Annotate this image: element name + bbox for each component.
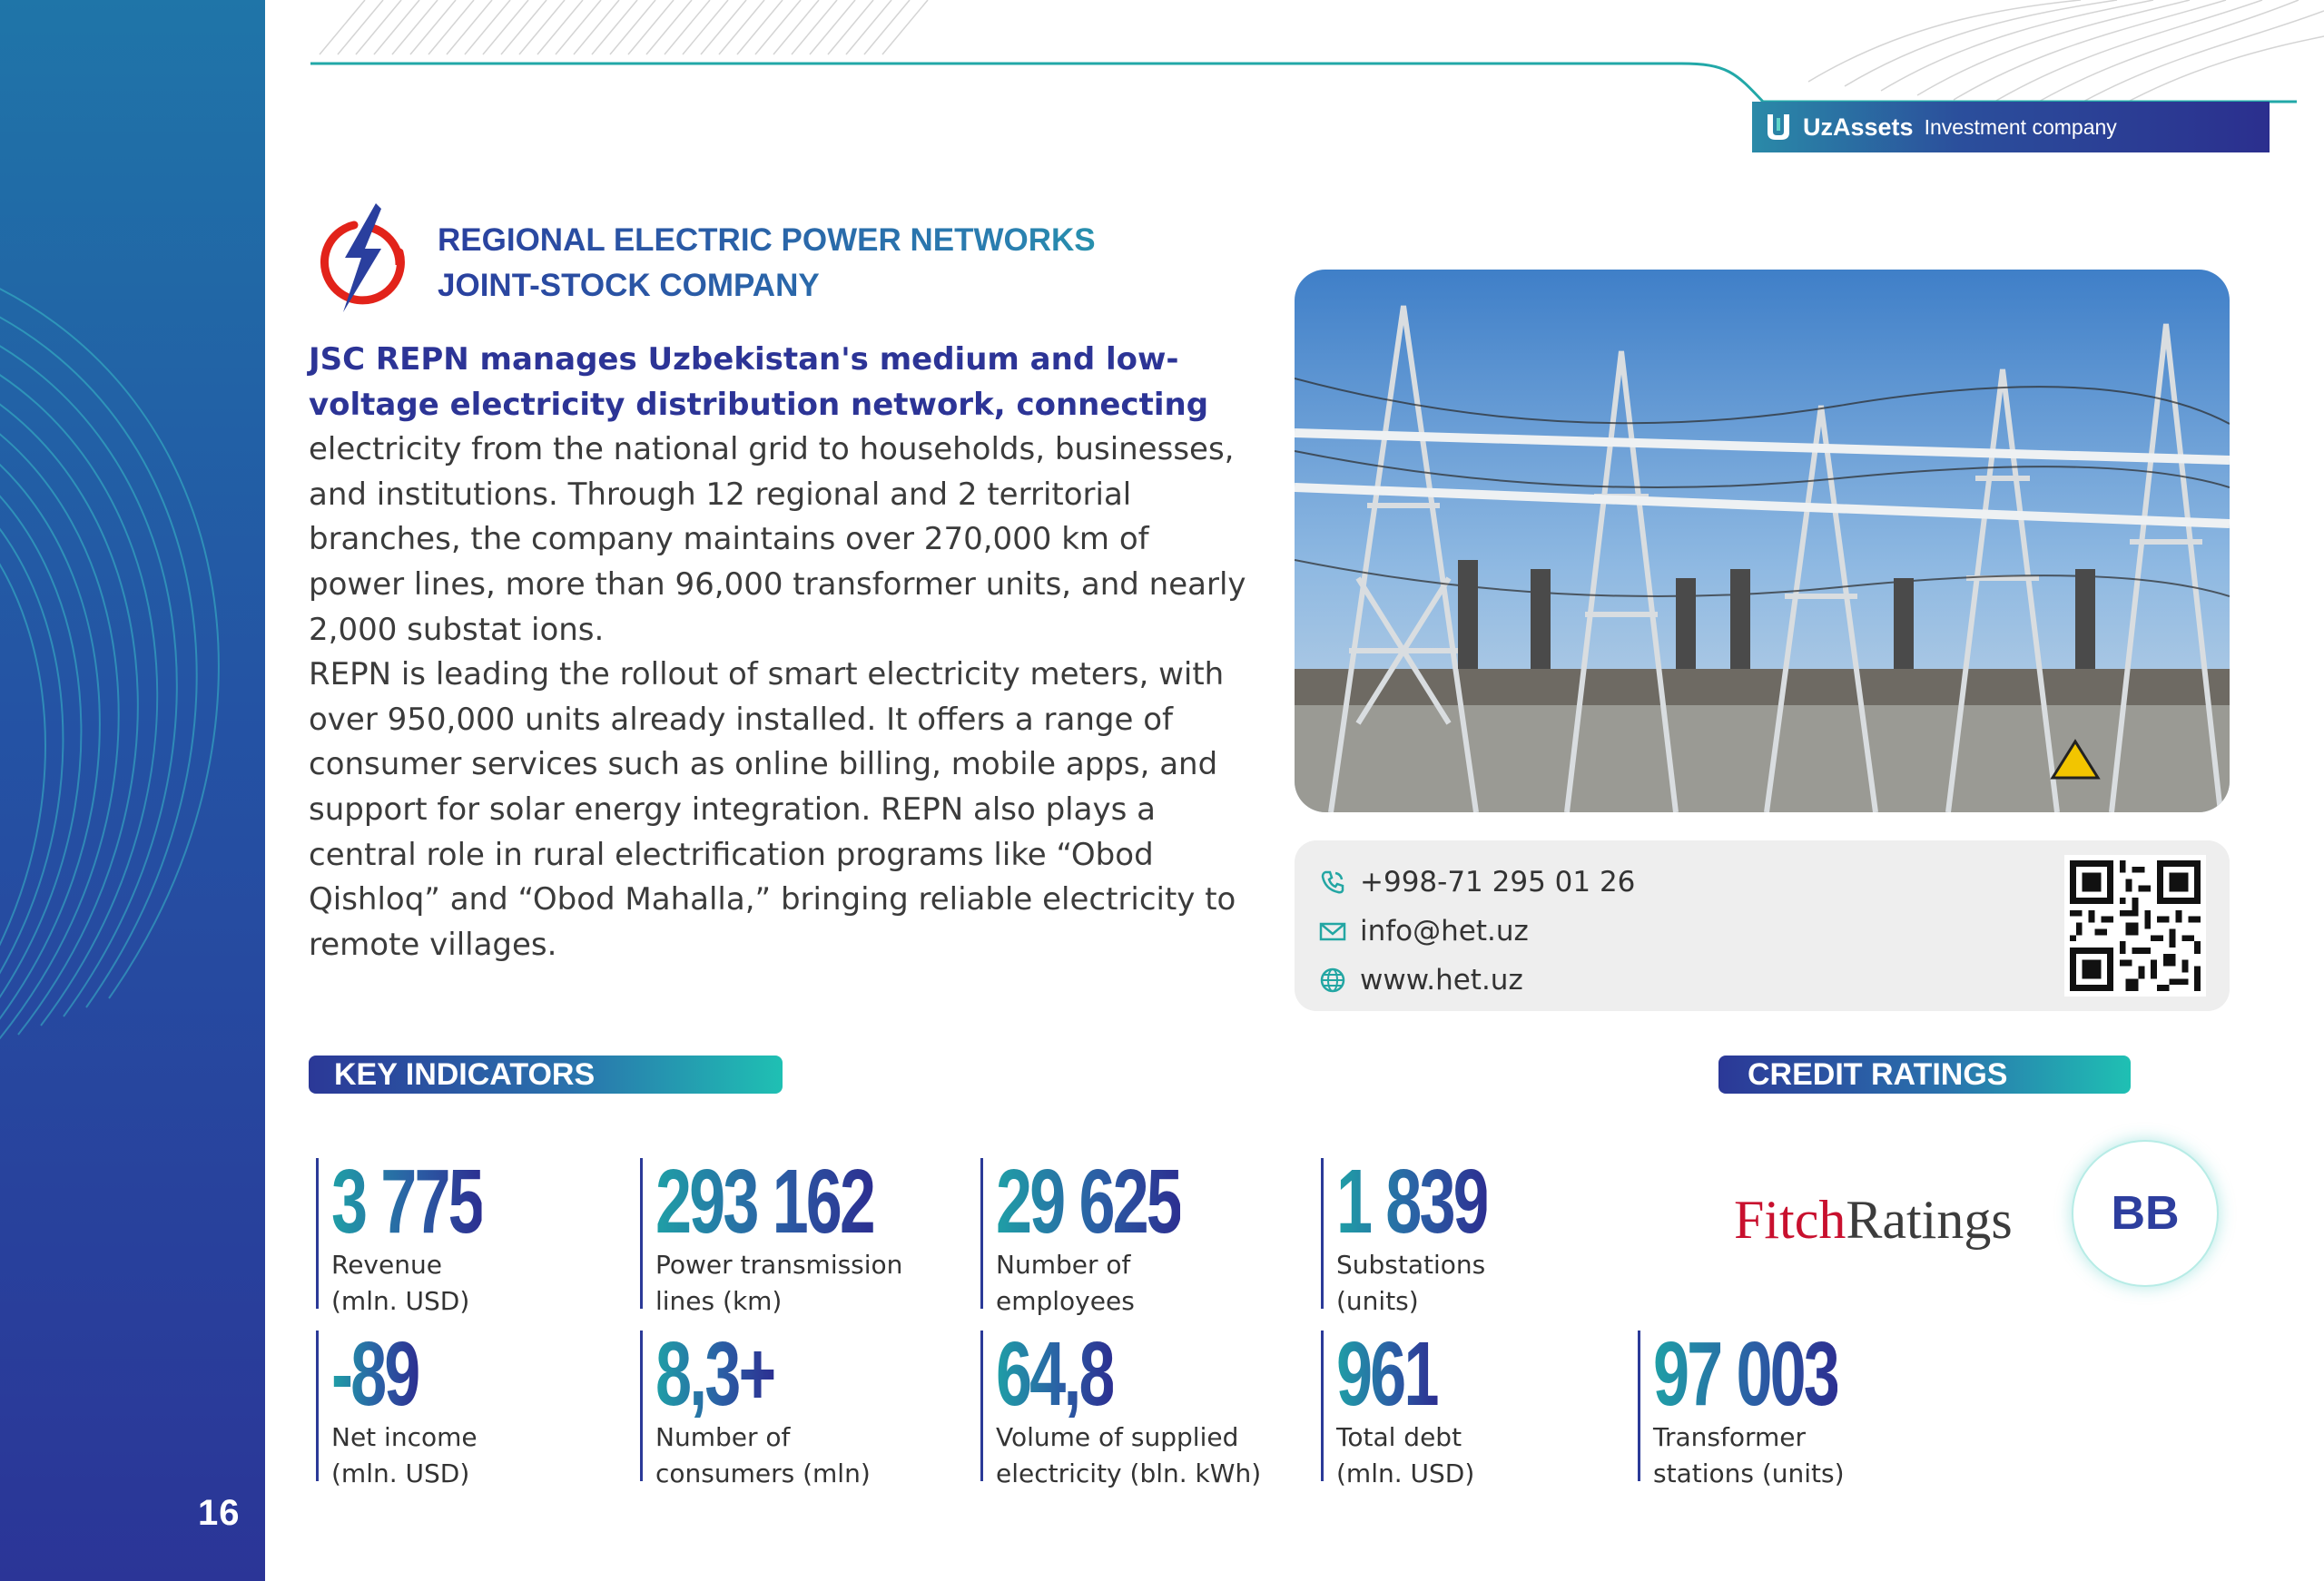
indicator-label-line1: Revenue <box>331 1250 442 1280</box>
indicator-consumers <box>640 1323 871 1488</box>
indicator-label-line1: Transformer <box>1653 1422 1807 1452</box>
indicator-value: -89 <box>331 1323 419 1425</box>
key-indicators-header: KEY INDICATORS <box>309 1056 783 1094</box>
company-title-line1: REGIONAL ELECTRIC POWER NETWORKS <box>438 222 1096 258</box>
indicator-total-debt <box>1321 1323 1477 1488</box>
indicator-label-line1: Total debt <box>1336 1422 1462 1452</box>
credit-rating-badge: BB <box>2072 1140 2219 1287</box>
indicator-value: 961 <box>1336 1323 1438 1425</box>
page-number: 16 <box>198 1493 241 1533</box>
indicator-value: 1 839 <box>1336 1151 1487 1252</box>
indicator-label-line1: Substations <box>1336 1250 1486 1280</box>
indicator-value: 293 162 <box>655 1151 874 1252</box>
contacts-card <box>1295 840 2230 1011</box>
substation-illustration <box>1295 270 2230 812</box>
indicator-label-line2: (mln. USD) <box>331 1286 470 1316</box>
company-title-line2: JOINT-STOCK COMPANY <box>438 268 820 303</box>
substation-photo <box>1295 270 2230 812</box>
sidebar-wave-pattern <box>0 0 265 1581</box>
indicator-employees <box>980 1151 1252 1316</box>
indicator-label-line2: (units) <box>1336 1286 1419 1316</box>
indicator-value: 97 003 <box>1653 1323 1837 1425</box>
indicator-label-line2: stations (units) <box>1653 1458 1845 1488</box>
indicator-value: 29 625 <box>996 1151 1180 1252</box>
indicator-value: 64,8 <box>996 1323 1113 1425</box>
brand-bar <box>1752 102 2270 152</box>
fitch-ratings-logo <box>1734 1189 2013 1252</box>
qr-code[interactable] <box>2064 855 2206 997</box>
contact-phone-row[interactable] <box>1318 862 1635 902</box>
uzassets-logo-icon <box>1765 113 1792 142</box>
indicator-label-line2: lines (km) <box>655 1286 783 1316</box>
description-paragraph-1-text: electricity from the national grid to households, businesses, and institutions. Through 12 regional and 2 territorial branches, the company maintains over 270,000 km of power lines, more than 96,000 transformer units, and nearly 2,000 substat ions. <box>309 431 1246 648</box>
fitch-logo-part2: Ratings <box>1846 1190 2013 1250</box>
indicator-supplied-electricity <box>980 1323 1262 1488</box>
fitch-logo-part1: Fitch <box>1734 1190 1846 1250</box>
description-paragraph-2: REPN is leading the rollout of smart electricity meters, with over 950,000 units already installed. It offers a range of consumer services such as online billing, mobile apps, and support for solar energy integration. REPN also plays a central role in rural electrification programs like “Obod Qishloq” and “Obod Mahalla,” bringing reliable electricity to remote villages. <box>309 656 1236 963</box>
contact-email: info@het.uz <box>1360 915 1529 948</box>
indicator-label-line2: consumers (mln) <box>655 1458 871 1488</box>
indicator-net-income <box>316 1323 478 1488</box>
contact-email-row[interactable] <box>1318 911 1529 951</box>
indicator-label-line2: (mln. USD) <box>331 1458 470 1488</box>
contact-website-row[interactable] <box>1318 960 1523 1000</box>
company-description <box>309 338 1253 967</box>
indicator-label-line1: Number of <box>996 1250 1131 1280</box>
indicator-substations <box>1321 1151 1545 1316</box>
contact-phone: +998-71 295 01 26 <box>1360 866 1636 899</box>
description-paragraph-1 <box>309 338 1253 653</box>
indicator-transmission-lines <box>640 1151 958 1316</box>
company-title <box>438 218 1255 309</box>
indicator-value: 8,3+ <box>655 1323 774 1425</box>
description-lead: JSC REPN manages Uzbekistan's medium and low-voltage electricity distribution network, connecting <box>309 341 1209 423</box>
brand-name: UzAssets <box>1803 113 1914 141</box>
qr-code-graphic <box>2070 860 2201 991</box>
envelope-icon <box>1318 917 1347 946</box>
left-sidebar <box>0 0 265 1581</box>
credit-ratings-header: CREDIT RATINGS <box>1718 1056 2131 1094</box>
indicator-label-line1: Number of <box>655 1422 791 1452</box>
indicator-label-line1: Volume of supplied <box>996 1422 1239 1452</box>
indicator-label-line1: Power transmission <box>655 1250 903 1280</box>
indicator-value: 3 775 <box>331 1151 482 1252</box>
indicator-transformer-stations <box>1638 1323 1909 1488</box>
indicator-label-line1: Net income <box>331 1422 478 1452</box>
indicator-label-line2: employees <box>996 1286 1135 1316</box>
indicator-revenue <box>316 1151 540 1316</box>
indicator-label-line2: electricity (bln. kWh) <box>996 1458 1262 1488</box>
globe-icon <box>1318 966 1347 995</box>
phone-icon <box>1318 868 1347 897</box>
lightning-circle-logo <box>309 201 410 314</box>
contact-website: www.het.uz <box>1360 964 1523 997</box>
brand-tagline: Investment company <box>1924 114 2117 139</box>
indicator-label-line2: (mln. USD) <box>1336 1458 1475 1488</box>
